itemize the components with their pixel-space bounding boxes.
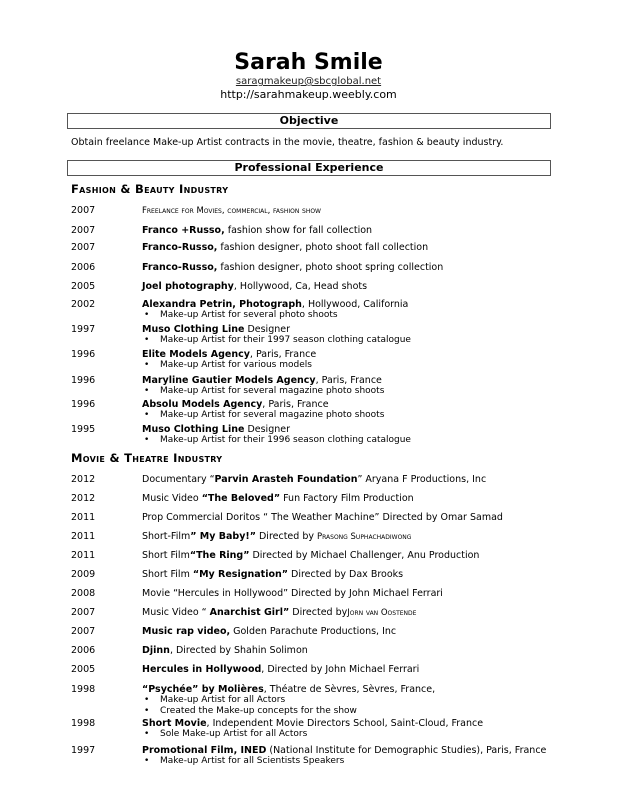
entry-organization: “My Resignation” [192,569,289,580]
objective-text: Obtain freelance Make-up Artist contracts in the movie, theatre, fashion & beauty industry. [71,137,504,148]
entry-year: 2011 [71,531,96,542]
fashion-entry [71,424,551,448]
entry-year: 2007 [71,626,96,637]
entry-organization: Muso Clothing Line [142,324,245,335]
entry-year: 1996 [71,399,96,410]
candidate-name: Sarah Smile [234,50,383,75]
entry-year: 1995 [71,424,96,435]
entry-description [142,664,552,675]
entry-organization: “The Beloved” [201,493,281,504]
entry-description [142,324,552,335]
entry-details: , Hollywood, Ca, Head shots [233,281,368,292]
entry-prefix: Short Film [142,569,193,580]
entry-prefix: Music Video “ [142,607,210,618]
entry-description [142,349,552,360]
entry-description [142,205,552,217]
movie-entry [71,745,551,769]
bullet-text: Make-up Artist for several magazine photo shoots [160,386,385,396]
entry-description [142,569,552,580]
entry-bullet [144,410,554,421]
bullet-text: Make-up Artist for their 1997 season clothing catalogue [160,335,411,345]
entry-bullet [144,435,554,446]
entry-bullet [144,335,554,346]
entry-details: Directed by [289,607,348,618]
entry-details: Golden Parachute Productions, Inc [230,626,397,637]
entry-prefix: Documentary “ [142,474,215,485]
entry-year: 2006 [71,262,96,273]
entry-details: , Paris, France [315,375,382,386]
entry-description [142,645,552,656]
entry-year: 1996 [71,349,96,360]
entry-description [142,588,552,599]
entry-organization: Hercules in Hollywood [142,664,262,675]
email-link[interactable]: saragmakeup@sbcglobal.net [235,76,382,87]
fashion-entry [71,349,551,373]
entry-description [142,242,552,253]
bullet-text: Sole Make-up Artist for all Actors [160,729,308,739]
entry-details: ” Aryana F Productions, Inc [357,474,487,485]
entry-year: 2011 [71,512,96,523]
entry-details: Fun Factory Film Production [280,493,414,504]
entry-organization: Maryline Gautier Models Agency [142,375,316,386]
entry-description [142,424,552,435]
entry-organization: “The Ring” [189,550,250,561]
entry-year: 2012 [71,474,96,485]
entry-year: 1998 [71,718,96,729]
bullet-text: Make-up Artist for all Actors [160,695,286,705]
bullet-icon: • [144,310,150,320]
fashion-industry-title: Fashion & Beauty Industry [71,182,229,196]
entry-description [142,626,552,637]
entry-details: Designer [244,324,290,335]
entry-bullet [144,706,554,717]
entry-organization: Joel photography [142,281,234,292]
bullet-text: Make-up Artist for several magazine photo shoots [160,410,385,420]
entry-year: 1996 [71,375,96,386]
fashion-entry [71,299,551,323]
bullet-text: Make-up Artist for all Scientists Speakers [160,756,345,766]
bullet-icon: • [144,706,150,716]
entry-organization: Franco +Russo, [142,225,225,236]
entry-year: 2007 [71,242,96,253]
bullet-text: Make-up Artist for their 1996 season clothing catalogue [160,435,411,445]
entry-organization: Music rap video, [142,626,231,637]
entry-organization: ” My Baby!” [190,531,256,542]
entry-description [142,607,552,619]
entry-description [142,281,552,292]
bullet-icon: • [144,335,150,345]
bullet-icon: • [144,729,150,739]
entry-organization: Elite Models Agency [142,349,250,360]
entry-details: , Théatre de Sèvres, Sèvres, France, [263,684,436,695]
entry-details: Directed by Michael Challenger, Anu Production [249,550,480,561]
entry-organization: Franco-Russo, [142,242,218,253]
entry-details: Prop Commercial Doritos “ The Weather Machine” Directed by Omar Samad [142,512,503,523]
entry-year: 2006 [71,645,96,656]
entry-organization: Short Movie [142,718,207,729]
entry-organization: “Psychée” by Molières [142,684,264,695]
bullet-icon: • [144,386,150,396]
entry-details: Movie “Hercules in Hollywood” Directed by John Michael Ferrari [142,588,443,599]
entry-smallcaps: Jorn van Oostende [347,608,417,618]
bullet-text: Created the Make-up concepts for the show [160,706,357,716]
entry-description [142,531,552,543]
entry-description [142,512,552,523]
movie-industry-title: Movie & Theatre Industry [71,451,223,465]
entry-details: Directed by Dax Brooks [288,569,404,580]
entry-organization: Djinn [142,645,170,656]
entry-year: 1997 [71,745,96,756]
entry-details: Directed by [255,531,317,542]
entry-description [142,745,552,756]
fashion-entry [71,399,551,423]
entry-details: fashion designer, photo shoot fall collection [217,242,429,253]
entry-details: fashion show for fall collection [224,225,373,236]
entry-organization: Parvin Arasteh Foundation [214,474,358,485]
entry-year: 2007 [71,225,96,236]
entry-prefix: Short-Film [142,531,191,542]
bullet-icon: • [144,360,150,370]
entry-details: , Directed by Shahin Solimon [169,645,308,656]
entry-description [142,684,552,695]
entry-year: 2007 [71,205,96,216]
movie-entry [71,684,551,716]
entry-description [142,550,552,561]
entry-year: 2012 [71,493,96,504]
entry-description [142,718,552,729]
entry-year: 1997 [71,324,96,335]
entry-bullet [144,756,554,767]
entry-bullet [144,310,554,321]
entry-description [142,399,552,410]
entry-bullet [144,360,554,371]
entry-year: 2005 [71,281,96,292]
experience-heading: Professional Experience [67,160,551,176]
entry-bullet [144,729,554,740]
entry-year: 2002 [71,299,96,310]
entry-details: , Hollywood, California [301,299,409,310]
entry-description [142,474,552,485]
entry-bullet [144,386,554,397]
entry-organization: Absolu Models Agency [142,399,263,410]
entry-organization: Promotional Film, INED [142,745,267,756]
entry-year: 2005 [71,664,96,675]
fashion-entry [71,324,551,348]
entry-description [142,299,552,310]
entry-bullet [144,695,554,706]
entry-details: , Paris, France [262,399,329,410]
entry-description [142,375,552,386]
entry-smallcaps: Freelance for Movies, commercial, fashion show [142,206,321,216]
entry-prefix: Music Video [142,493,202,504]
entry-year: 1998 [71,684,96,695]
entry-description [142,493,552,504]
entry-year: 2009 [71,569,96,580]
entry-smallcaps: Prasong Suphachadiwong [317,532,412,542]
entry-details: (National Institute for Demographic Studies), Paris, France [266,745,547,756]
fashion-entry [71,375,551,399]
entry-details: , Directed by John Michael Ferrari [261,664,420,675]
entry-organization: Muso Clothing Line [142,424,245,435]
entry-organization: Anarchist Girl” [209,607,290,618]
entry-organization: Alexandra Petrin, Photograph [142,299,302,310]
entry-details: fashion designer, photo shoot spring collection [217,262,444,273]
entry-details: Designer [244,424,290,435]
entry-year: 2008 [71,588,96,599]
bullet-icon: • [144,410,150,420]
bullet-icon: • [144,695,150,705]
website-link[interactable]: http://sarahmakeup.weebly.com [220,88,397,101]
bullet-icon: • [144,435,150,445]
movie-entry [71,718,551,742]
objective-heading: Objective [67,113,551,129]
entry-year: 2007 [71,607,96,618]
entry-details: , Paris, France [249,349,317,360]
entry-details: , Independent Movie Directors School, Saint-Cloud, France [206,718,484,729]
entry-description [142,262,552,273]
bullet-text: Make-up Artist for several photo shoots [160,310,338,320]
bullet-icon: • [144,756,150,766]
bullet-text: Make-up Artist for various models [160,360,312,370]
entry-year: 2011 [71,550,96,561]
entry-description [142,225,552,236]
entry-prefix: Short Film [142,550,190,561]
entry-organization: Franco-Russo, [142,262,218,273]
